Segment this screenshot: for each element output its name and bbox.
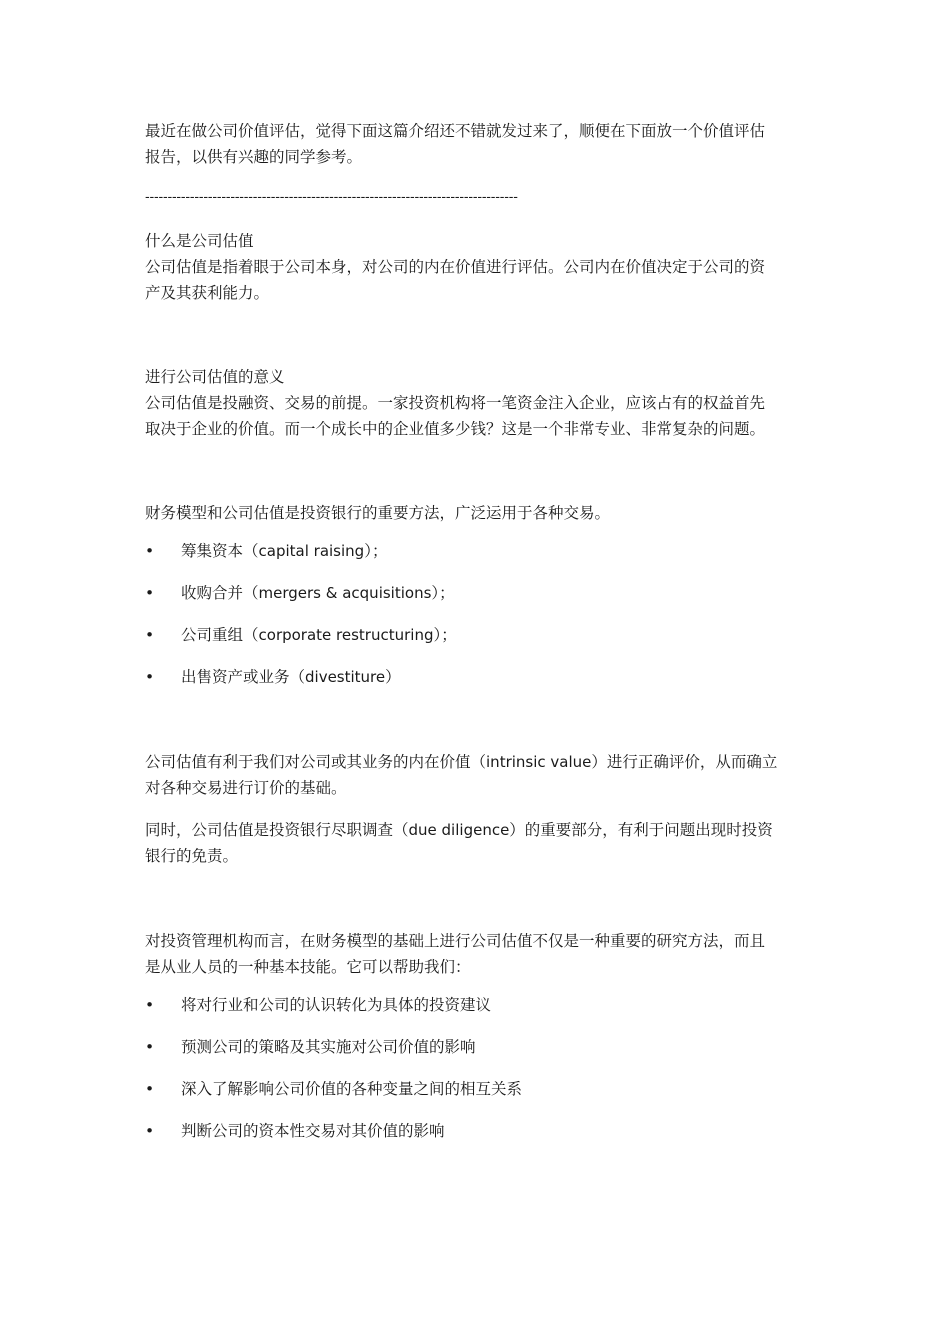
section4-para1-line-1 [145, 749, 810, 775]
bullet-icon: • [145, 1038, 155, 1056]
bullet-icon: • [145, 1122, 155, 1140]
bullet-icon: • [145, 1080, 155, 1098]
section2-line-1: 公司估值是投融资、交易的前提。一家投资机构将一笔资金注入企业，应该占有的权益首先 [145, 394, 766, 412]
para-term: due diligence [408, 821, 510, 839]
section1-line-2: 产及其获利能力。 [145, 284, 270, 302]
section-heading-what-is-valuation: 什么是公司估值 [145, 232, 254, 250]
list-item-tail: ）； [433, 626, 457, 644]
bullet-icon: • [145, 584, 155, 602]
list-item-text: 预测公司的策略及其实施对公司价值的影响 [181, 1038, 476, 1056]
list-item-text: 深入了解影响公司价值的各种变量之间的相互关系 [181, 1080, 523, 1098]
list-item-tail: ） [385, 668, 401, 686]
bullet-icon: • [145, 542, 155, 560]
bullet-icon: • [145, 668, 155, 686]
section5-line-1: 对投资管理机构而言，在财务模型的基础上进行公司估值不仅是一种重要的研究方法，而且 [145, 932, 766, 950]
list-item-term: corporate restructuring [258, 626, 434, 644]
para-text: ）的重要部分，有利于问题出现时投资 [509, 821, 773, 839]
bullet-icon: • [145, 626, 155, 644]
section1-line-1: 公司估值是指着眼于公司本身，对公司的内在价值进行评估。公司内在价值决定于公司的资 [145, 258, 766, 276]
para-text: 公司估值有利于我们对公司或其业务的内在价值（ [145, 753, 487, 771]
divider-line: ----------------------------------------------------------------------------------- [145, 190, 518, 205]
para-text: 同时，公司估值是投资银行尽职调查（ [145, 821, 409, 839]
list-item-text: 公司重组（ [181, 626, 259, 644]
section5-line-2: 是从业人员的一种基本技能。它可以帮助我们： [145, 958, 471, 976]
list-item-text: 出售资产或业务（ [181, 668, 306, 686]
intro-line-1: 最近在做公司价值评估，觉得下面这篇介绍还不错就发过来了，顺便在下面放一个价值评估 [145, 122, 766, 140]
intro-line-2: 报告，以供有兴趣的同学参考。 [145, 148, 363, 166]
list-item-text: 筹集资本（ [181, 542, 259, 560]
section2-line-2: 取决于企业的价值。而一个成长中的企业值多少钱？这是一个非常专业、非常复杂的问题。 [145, 420, 766, 438]
para-text: ）进行正确评价，从而确立 [591, 753, 778, 771]
list-item-tail: ）； [364, 542, 388, 560]
list-item-text: 将对行业和公司的认识转化为具体的投资建议 [181, 996, 492, 1014]
section4-para1-line-2: 对各种交易进行订价的基础。 [145, 779, 347, 797]
bullet-icon: • [145, 996, 155, 1014]
list-item-term: capital raising [258, 542, 365, 560]
list-item-tail: ）； [431, 584, 455, 602]
section4-para2-line-1 [145, 817, 810, 843]
section4-para2-line-2: 银行的免责。 [145, 847, 239, 865]
list-item-term: divestiture [305, 668, 386, 686]
para-term: intrinsic value [486, 753, 592, 771]
list-item-text: 判断公司的资本性交易对其价值的影响 [181, 1122, 445, 1140]
section3-lead: 财务模型和公司估值是投资银行的重要方法，广泛运用于各种交易。 [145, 504, 611, 522]
list-item-term: mergers & acquisitions [258, 584, 432, 602]
section-heading-significance: 进行公司估值的意义 [145, 368, 285, 386]
list-item-text: 收购合并（ [181, 584, 259, 602]
